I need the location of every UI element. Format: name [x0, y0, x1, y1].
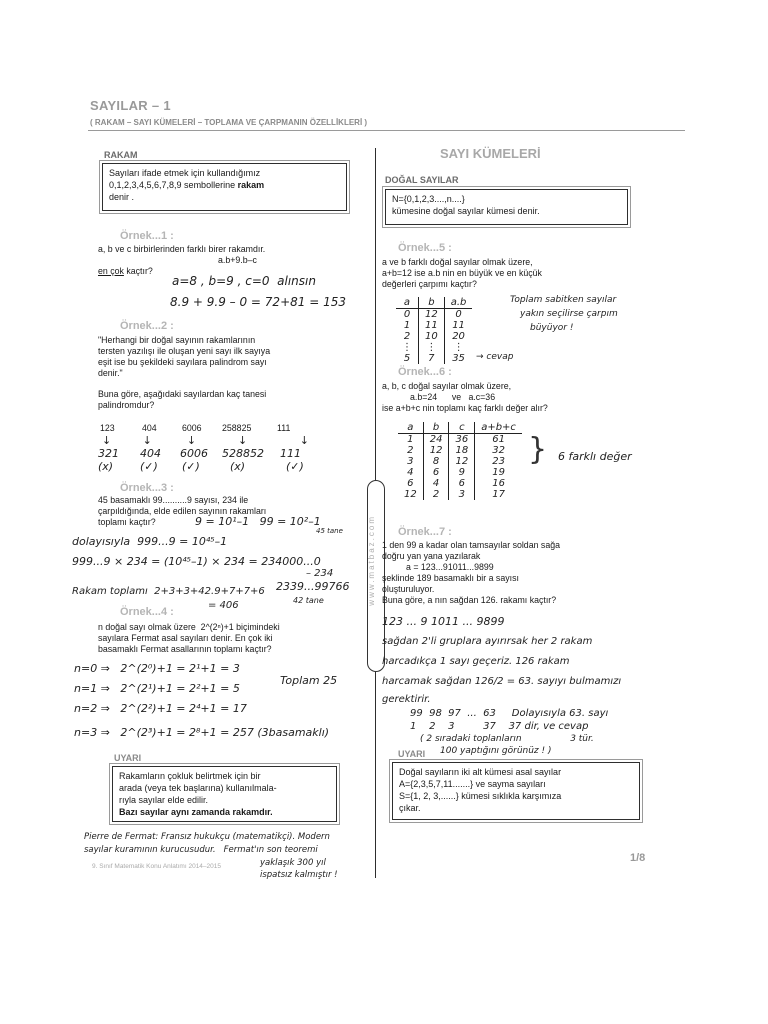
ornek5-note-1: Toplam sabitken sayılar: [510, 295, 617, 305]
section-title-sayi-kumeleri: SAYI KÜMELERİ: [440, 146, 541, 161]
section-title-dogal: DOĞAL SAYILAR: [385, 175, 459, 185]
ornek3-handwriting-1: 9 = 10¹–1 99 = 10²–1: [195, 515, 321, 528]
ornek1-handwriting-2: 8.9 + 9.9 – 0 = 72+81 = 153: [170, 295, 346, 309]
uyari-right-line3: S={1, 2, 3,......} kümesi sıklıkla karşımıza: [399, 791, 562, 801]
fermat-note-2: sayılar kuramının kurucusudur. Fermat'ın son teoremi: [84, 845, 318, 855]
table-cell: 12: [419, 309, 445, 321]
palindrome-number-2: 404: [142, 423, 157, 433]
ornek4-total: Toplam 25: [280, 674, 338, 687]
ornek1-line1: a, b ve c birbirlerinden farklı birer rakamdır.: [98, 244, 266, 254]
fermat-note-1: Pierre de Fermat: Fransız hukukçu (matematikçi). Modern: [84, 832, 330, 842]
table-cell: ⋮: [419, 342, 445, 353]
arrow-icon: ↓ ↓ ↓ ↓ ↓: [102, 434, 309, 447]
uyari-box-left: [112, 766, 337, 822]
ornek5-note-3: büyüyor !: [530, 323, 574, 333]
ornek5-line1: a ve b farklı doğal sayılar olmak üzere,: [382, 257, 533, 267]
palindrome-reversed-4: 528852: [222, 447, 264, 460]
table-cell: 12: [423, 445, 449, 456]
ornek6-line3: ise a+b+c nin toplamı kaç farklı değer alır?: [382, 403, 548, 413]
ornek7-handwriting-6: 99 98 97 ... 63 Dolayısıyla 63. sayı: [410, 708, 609, 719]
table-cell: 18: [449, 445, 475, 456]
table-cell: 20: [444, 331, 472, 342]
table-cell: 6: [423, 467, 449, 478]
dogal-definition-box: [385, 189, 628, 225]
table-cell: 16: [475, 478, 522, 489]
ornek1-handwriting-1: a=8 , b=9 , c=0 alınsın: [172, 274, 316, 288]
ornek3-handwriting-6: 42 tane: [293, 596, 324, 605]
table-cell: 8: [423, 456, 449, 467]
section-title-rakam: RAKAM: [104, 150, 138, 160]
palindrome-reversed-3: 6006: [180, 447, 208, 460]
ornek2-line2: tersten yazılışı ile oluşan yeni sayı ilk sayıya: [98, 346, 271, 356]
table-cell: 7: [419, 353, 445, 364]
ornek3-handwriting-3: 999...9 × 234 = (10⁴⁵–1) × 234 = 234000...0: [72, 555, 321, 568]
rakam-definition-box: [102, 163, 347, 211]
palindrome-reversed-5: 111: [280, 447, 301, 460]
table-cell: 0: [444, 309, 472, 321]
page-number: 1/8: [630, 852, 646, 864]
ornek1-line3: [98, 266, 153, 277]
table-cell: 5: [403, 353, 411, 364]
ornek5-line3: değerleri çarpımı kaçtır?: [382, 279, 477, 289]
table-cell: 24: [423, 434, 449, 446]
table-row: [396, 320, 472, 331]
uyari-title-left: UYARI: [114, 753, 142, 763]
ornek4-row-1: n=0 ⇒ 2^(2⁰)+1 = 2¹+1 = 3: [74, 662, 240, 675]
ornek6-result: 6 farklı değer: [558, 450, 632, 463]
table-cell: 61: [475, 434, 522, 446]
ornek7-handwriting-5: gerektirir.: [382, 694, 431, 705]
table-cell: 6: [449, 478, 475, 489]
table-cell: 12: [449, 456, 475, 467]
ornek7-line5: oluşturuluyor.: [382, 584, 435, 594]
palindrome-number-1: 123: [100, 423, 115, 433]
table-cell: 32: [475, 445, 522, 456]
table-cell: 36: [449, 434, 475, 446]
ornek4-line3: basamaklı Fermat asallarının toplamı kaçtır?: [98, 644, 272, 654]
table-cell: 2: [423, 489, 449, 500]
ornek4-line2: sayılara Fermat asal sayıları denir. En çok iki: [98, 633, 273, 643]
ornek3-label: Örnek...3 :: [120, 482, 174, 494]
rakam-box-bold: rakam: [237, 180, 265, 190]
rakam-box-line3: denir .: [109, 192, 135, 202]
ornek3-line2: çarpıldığında, elde edilen sayının rakamları: [98, 506, 267, 516]
rakam-box-line2: 0,1,2,3,4,5,6,7,8,9 sembollerine: [109, 180, 238, 190]
ornek5-label: Örnek...5 :: [398, 242, 452, 254]
palindrome-number-4: 258825: [222, 423, 252, 433]
ornek4-row-2: n=1 ⇒ 2^(2¹)+1 = 2²+1 = 5: [74, 682, 240, 695]
table-cell: 17: [475, 489, 522, 500]
table-row: [398, 467, 522, 478]
ornek5-note-2: yakın seçilirse çarpım: [520, 309, 618, 319]
ornek7-handwriting-9: 100 yaptığını görünüz ! ): [440, 746, 552, 756]
ornek7-handwriting-3: harcadıkça 1 sayı geçeriz. 126 rakam: [382, 656, 570, 667]
ornek2-line3: eşit ise bu şekildeki sayılara palindrom sayı: [98, 357, 267, 367]
table-cell: ⋮: [444, 342, 472, 353]
ornek3-handwriting-2: dolayısıyla 999...9 = 10⁴⁵–1: [72, 535, 228, 548]
dogal-box-line2: kümesine doğal sayılar kümesi denir.: [392, 206, 540, 216]
table-row: [396, 309, 472, 321]
table-cell: 19: [475, 467, 522, 478]
table-row: [398, 434, 522, 446]
ornek5-head-b: b: [419, 297, 445, 309]
ornek5-line2: a+b=12 ise a.b nin en büyük ve en küçük: [382, 268, 542, 278]
curly-brace-icon: }: [528, 432, 548, 467]
uyari-left-line4: Bazı sayılar aynı zamanda rakamdır.: [119, 807, 273, 817]
ornek3-handwriting-4: – 234: [306, 568, 334, 579]
ornek2-line1: "Herhangi bir doğal sayının rakamlarının: [98, 335, 256, 345]
footer-text: 9. Sınıf Matematik Konu Anlatımı 2014–2015: [92, 863, 221, 870]
ornek6-head-c: c: [449, 422, 475, 434]
ornek2-line6: palindromdur?: [98, 400, 155, 410]
ornek3-line3: toplamı kaçtır?: [98, 517, 156, 527]
ornek3-handwriting-8: = 406: [208, 600, 239, 611]
rakam-box-line1: Sayıları ifade etmek için kullandığımız: [109, 168, 261, 178]
palindrome-mark-5: (✓): [286, 460, 304, 473]
ornek6-line1: a, b, c doğal sayılar olmak üzere,: [382, 381, 512, 391]
ornek1-underlined: en çok: [98, 266, 124, 276]
ornek7-line2: doğru yan yana yazılarak: [382, 551, 481, 561]
ornek3-handwriting-7: Rakam toplamı 2+3+3+42.9+7+7+6: [72, 586, 265, 597]
fermat-note-3: yaklaşık 300 yıl: [260, 858, 326, 868]
ornek3-handwriting-tane: 45 tane: [316, 527, 343, 535]
ornek3-handwriting-5: 2339...99766: [276, 580, 350, 593]
ornek6-label: Örnek...6 :: [398, 366, 452, 378]
ornek7-label: Örnek...7 :: [398, 526, 452, 538]
table-cell: 35: [444, 353, 472, 364]
dogal-box-line1: N={0,1,2,3....,n....}: [392, 194, 465, 204]
table-cell: 0: [403, 309, 411, 320]
ornek7-line6: Buna göre, a nın sağdan 126. rakamı kaçtır?: [382, 595, 557, 605]
ornek4-row-3: n=2 ⇒ 2^(2²)+1 = 2⁴+1 = 17: [74, 702, 247, 715]
table-row: [398, 489, 522, 500]
ornek4-label: Örnek...4 :: [120, 606, 174, 618]
palindrome-mark-4: (x): [230, 460, 246, 473]
ornek6-line2: a.b=24 ve a.c=36: [410, 392, 496, 402]
table-row: [396, 342, 472, 353]
table-row: [396, 353, 472, 364]
table-cell: 2: [403, 331, 411, 342]
table-cell: 10: [419, 331, 445, 342]
table-cell: 1: [407, 434, 414, 445]
ornek7-handwriting-8: ( 2 sıradaki toplanların 3 tür.: [420, 734, 594, 744]
header-rule: [88, 130, 685, 131]
table-cell: 2: [407, 445, 414, 456]
ornek1-label: Örnek...1 :: [120, 230, 174, 242]
uyari-right-line1: Doğal sayıların iki alt kümesi asal sayılar: [399, 767, 562, 777]
palindrome-number-3: 6006: [182, 423, 202, 433]
table-cell: 6: [407, 478, 414, 489]
table-cell: 3: [407, 456, 414, 467]
ornek5-table: [396, 297, 472, 364]
table-cell: 12: [404, 489, 417, 500]
palindrome-mark-1: (x): [98, 460, 114, 473]
ornek6-head-sum: a+b+c: [475, 422, 522, 434]
ornek1-line2: a.b+9.b–c: [218, 255, 257, 265]
ornek7-line4: şeklinde 189 basamaklı bir a sayısı: [382, 573, 519, 583]
ornek7-line3: a = 123...91011...9899: [406, 562, 494, 572]
uyari-title-right: UYARI: [398, 749, 426, 759]
ornek5-head-ab: a.b: [444, 297, 472, 309]
palindrome-reversed-1: 321: [98, 447, 119, 460]
ornek6-head-a: a: [398, 422, 423, 434]
palindrome-reversed-2: 404: [140, 447, 161, 460]
table-cell: 3: [449, 489, 475, 500]
table-cell: 9: [449, 467, 475, 478]
table-row: [396, 331, 472, 342]
uyari-box-right: [392, 762, 640, 820]
ornek6-head-b: b: [423, 422, 449, 434]
table-cell: 4: [407, 467, 414, 478]
ornek7-line1: 1 den 99 a kadar olan tamsayılar soldan sağa: [382, 540, 561, 550]
palindrome-number-5: 111: [277, 423, 291, 433]
ornek2-line5: Buna göre, aşağıdaki sayılardan kaç tanesi: [98, 389, 267, 399]
page-title: SAYILAR – 1: [90, 98, 171, 113]
palindrome-mark-2: (✓): [140, 460, 158, 473]
table-cell: 4: [423, 478, 449, 489]
table-cell: 11: [444, 320, 472, 331]
page-subtitle: ( RAKAM – SAYI KÜMELERİ – TOPLAMA VE ÇARPMANIN ÖZELLİKLERİ ): [90, 118, 368, 127]
ornek7-handwriting-2: sağdan 2'li gruplara ayırırsak her 2 rakam: [382, 636, 593, 647]
watermark: www.matbaz.com: [367, 515, 376, 606]
ornek4-line1: n doğal sayı olmak üzere 2^(2ⁿ)+1 biçimindeki: [98, 622, 280, 632]
uyari-left-line2: arada (veya tek başlarına) kullanılmala-: [119, 783, 277, 793]
palindrome-mark-3: (✓): [182, 460, 200, 473]
uyari-left-line1: Rakamların çokluk belirtmek için bir: [119, 771, 261, 781]
ornek7-handwriting-4: harcamak sağdan 126/2 = 63. sayıyı bulmamızı: [382, 676, 622, 687]
uyari-right-line2: A={2,3,5,7,11.......} ve sayma sayıları: [399, 779, 546, 789]
fermat-note-4: ispatsız kalmıştır !: [260, 870, 338, 880]
table-row: [398, 478, 522, 489]
table-row: [398, 456, 522, 467]
ornek6-table: [398, 422, 522, 500]
ornek2-label: Örnek...2 :: [120, 320, 174, 332]
uyari-left-line3: rıyla sayılar elde edilir.: [119, 795, 209, 805]
ornek4-row-4: n=3 ⇒ 2^(2³)+1 = 2⁸+1 = 257 (3basamaklı): [74, 726, 330, 739]
ornek3-line1: 45 basamaklı 99..........9 sayısı, 234 ile: [98, 495, 249, 505]
table-cell: 11: [419, 320, 445, 331]
ornek7-handwriting-1: 123 ... 9 1011 ... 9899: [382, 615, 505, 628]
table-cell: 1: [403, 320, 411, 331]
uyari-right-line4: çıkar.: [399, 803, 421, 813]
table-cell: ⋮: [402, 342, 412, 353]
table-cell: 23: [475, 456, 522, 467]
worksheet-page: [72, 90, 695, 910]
ornek2-line4: denir.": [98, 368, 123, 378]
table-row: [398, 445, 522, 456]
ornek7-handwriting-7: 1 2 3 37 37 dir, ve cevap: [410, 721, 589, 732]
ornek1-line3-rest: kaçtır?: [123, 266, 153, 276]
ornek5-cevap: → cevap: [476, 352, 514, 362]
ornek5-head-a: a: [396, 297, 419, 309]
